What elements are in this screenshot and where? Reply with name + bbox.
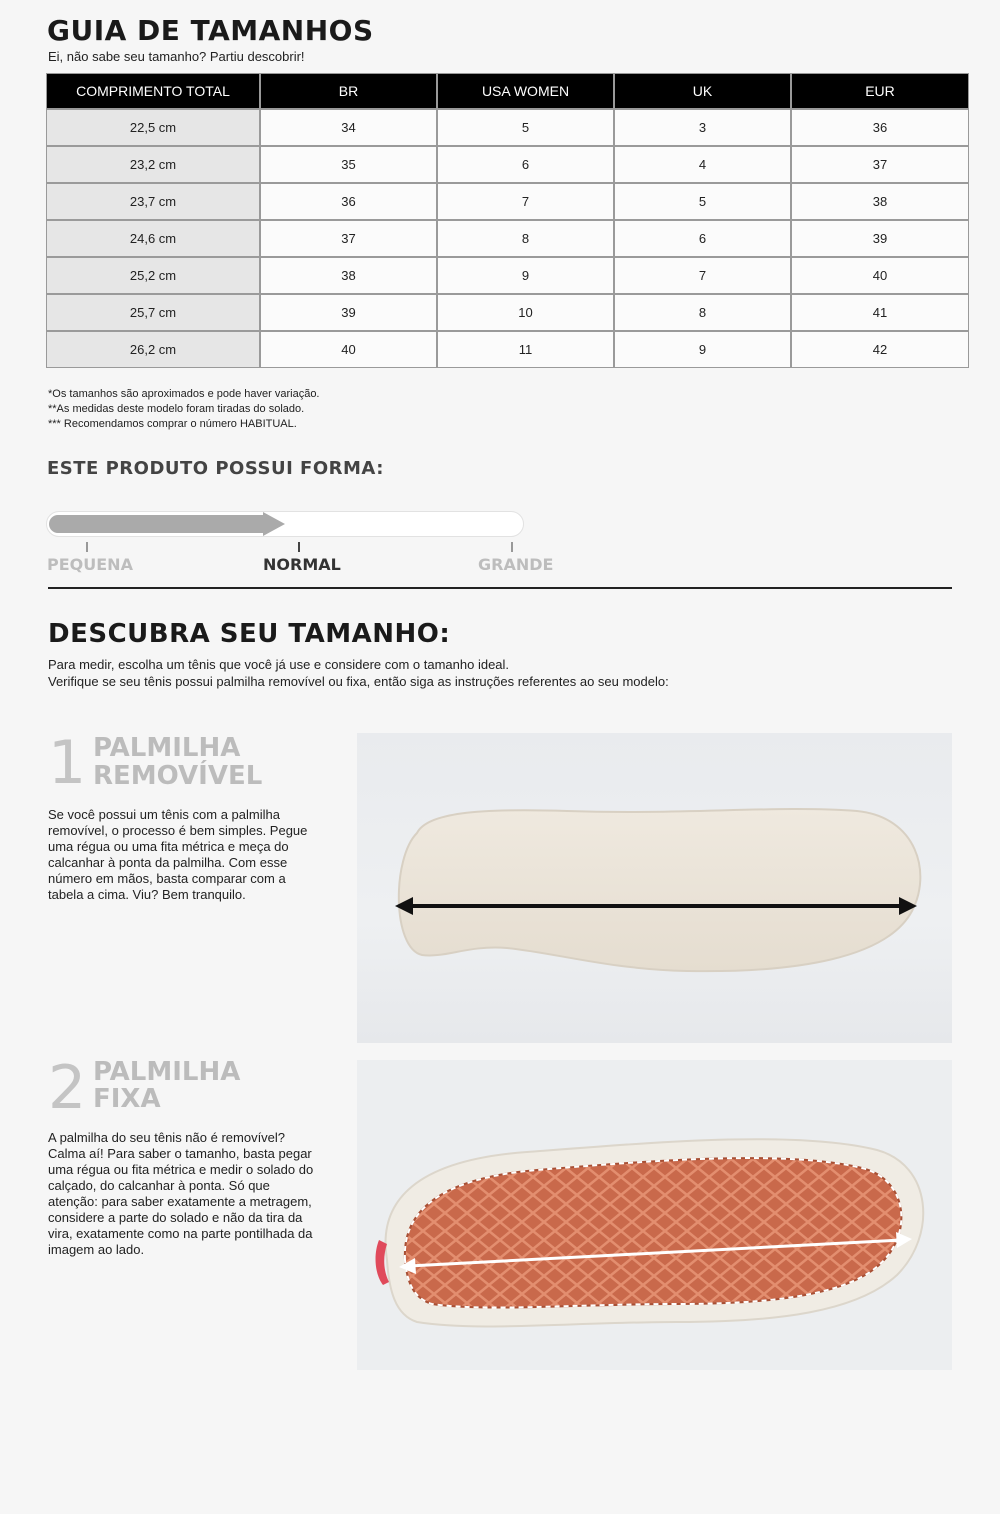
table-cell: 38 — [261, 258, 436, 293]
fit-tick-large — [511, 542, 513, 552]
step-2-title-line1: PALMILHA — [93, 1057, 241, 1087]
table-cell: 34 — [261, 110, 436, 145]
discover-intro-2: Verifique se seu tênis possui palmilha removível ou fixa, então siga as instruções referentes ao seu modelo: — [48, 674, 669, 689]
table-header-cell: UK — [615, 74, 790, 108]
table-cell: 42 — [792, 332, 968, 367]
table-header-cell: EUR — [792, 74, 968, 108]
step-1-title-line2: REMOVÍVEL — [93, 761, 263, 791]
table-cell: 6 — [615, 221, 790, 256]
table-cell: 23,7 cm — [47, 184, 259, 219]
table-cell: 35 — [261, 147, 436, 182]
table-cell: 9 — [615, 332, 790, 367]
discover-title: DESCUBRA SEU TAMANHO: — [48, 619, 451, 649]
table-cell: 7 — [438, 184, 613, 219]
table-cell: 10 — [438, 295, 613, 330]
page-subtitle: Ei, não sabe seu tamanho? Partiu descobrir! — [48, 49, 305, 64]
page-title: GUIA DE TAMANHOS — [47, 14, 374, 47]
step-2-number: 2 — [48, 1053, 87, 1123]
table-cell: 39 — [792, 221, 968, 256]
table-cell: 38 — [792, 184, 968, 219]
insole-image — [357, 733, 952, 1043]
fit-label-large: GRANDE — [478, 555, 554, 574]
step-2-title-line2: FIXA — [93, 1084, 161, 1114]
size-table — [45, 72, 970, 369]
table-cell: 40 — [261, 332, 436, 367]
table-cell: 26,2 cm — [47, 332, 259, 367]
table-cell: 3 — [615, 110, 790, 145]
fit-tick-small — [86, 542, 88, 552]
step-2-text: A palmilha do seu tênis não é removível? Calma aí! Para saber o tamanho, basta pegar uma régua ou fita métrica e medir o solado do calçado, do calcanhar à ponta. Só que atenção: para saber exatamente a metragem, considere a parte do solado e não da tira da vira, exatamente como na parte pontilhada da imagem ao lado. — [48, 1130, 314, 1257]
table-cell: 5 — [615, 184, 790, 219]
fit-scale-fill — [49, 512, 285, 536]
step-1-title-line1: PALMILHA — [93, 733, 241, 763]
fit-label-small: PEQUENA — [47, 555, 133, 574]
table-row — [47, 258, 968, 293]
table-row — [47, 295, 968, 330]
table-cell: 24,6 cm — [47, 221, 259, 256]
table-cell: 37 — [261, 221, 436, 256]
table-cell: 4 — [615, 147, 790, 182]
table-cell: 25,2 cm — [47, 258, 259, 293]
table-cell: 40 — [792, 258, 968, 293]
table-cell: 11 — [438, 332, 613, 367]
table-cell: 41 — [792, 295, 968, 330]
table-cell: 25,7 cm — [47, 295, 259, 330]
table-row — [47, 332, 968, 367]
table-cell: 8 — [438, 221, 613, 256]
table-cell: 39 — [261, 295, 436, 330]
table-cell: 23,2 cm — [47, 147, 259, 182]
fit-tick-normal — [298, 542, 300, 552]
table-row — [47, 184, 968, 219]
table-header-cell: USA WOMEN — [438, 74, 613, 108]
table-cell: 9 — [438, 258, 613, 293]
note-1: *Os tamanhos são aproximados e pode haver variação. — [48, 388, 320, 400]
fit-scale-bar — [48, 510, 308, 538]
table-cell: 22,5 cm — [47, 110, 259, 145]
divider — [48, 587, 952, 589]
table-row — [47, 147, 968, 182]
table-cell: 36 — [792, 110, 968, 145]
table-cell: 5 — [438, 110, 613, 145]
table-row — [47, 221, 968, 256]
fit-title: ESTE PRODUTO POSSUI FORMA: — [47, 458, 384, 479]
table-row — [47, 110, 968, 145]
fit-label-normal: NORMAL — [263, 555, 341, 574]
table-cell: 7 — [615, 258, 790, 293]
note-3: *** Recomendamos comprar o número HABITUAL. — [48, 418, 297, 430]
table-cell: 6 — [438, 147, 613, 182]
note-2: **As medidas deste modelo foram tiradas do solado. — [48, 403, 305, 415]
table-cell: 8 — [615, 295, 790, 330]
step-1-text: Se você possui um tênis com a palmilha removível, o processo é bem simples. Pegue uma régua ou uma fita métrica e meça do calcanhar à ponta da palmilha. Com esse número em mãos, basta comparar com a tabela a cima. Viu? Bem tranquilo. — [48, 807, 308, 902]
table-header-cell: COMPRIMENTO TOTAL — [47, 74, 259, 108]
table-cell: 36 — [261, 184, 436, 219]
table-cell: 37 — [792, 147, 968, 182]
size-notes — [48, 387, 320, 432]
table-header-cell: BR — [261, 74, 436, 108]
insole-shape — [399, 809, 921, 971]
discover-intro-1: Para medir, escolha um tênis que você já use e considere com o tamanho ideal. — [48, 657, 510, 672]
table-header-row — [47, 74, 968, 108]
sole-image — [357, 1060, 952, 1370]
step-1-number: 1 — [48, 728, 87, 798]
